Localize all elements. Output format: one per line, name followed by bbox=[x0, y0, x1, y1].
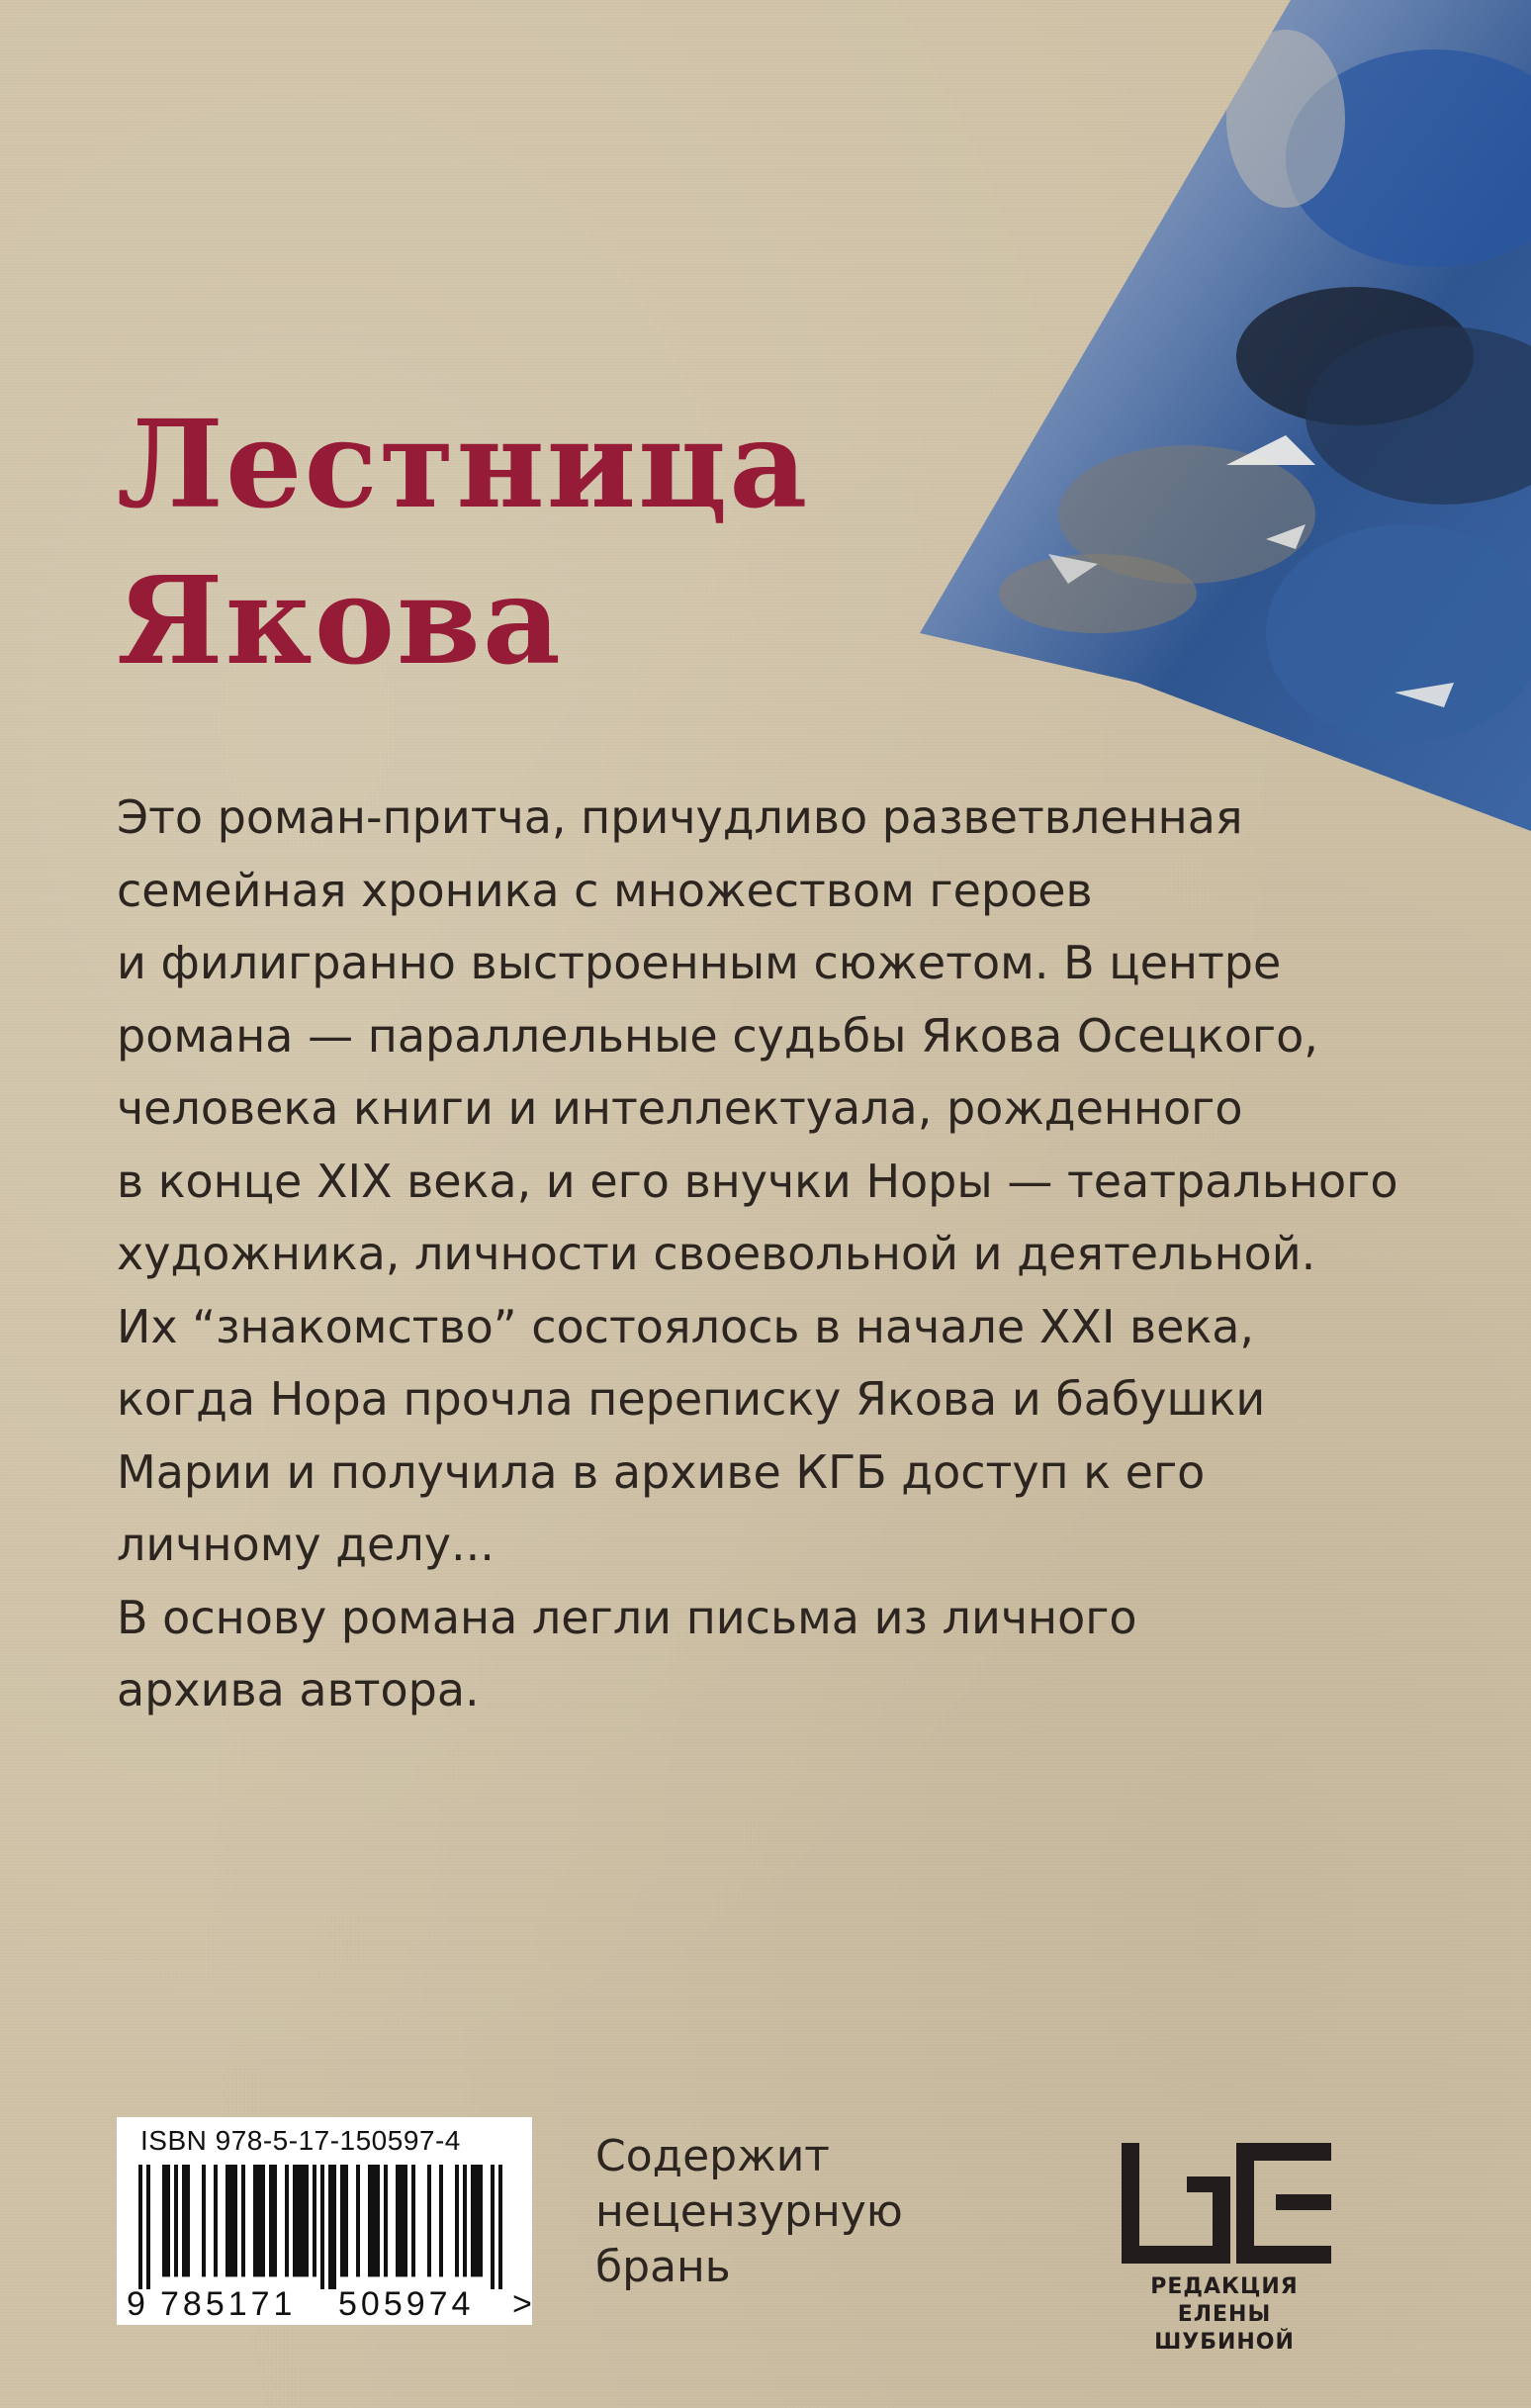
barcode-bar bbox=[229, 2165, 233, 2276]
barcode-bar bbox=[332, 2165, 336, 2289]
barcode-bar bbox=[400, 2165, 404, 2276]
description-line: человека книги и интеллектуала, рожденного bbox=[117, 1081, 1243, 1135]
barcode-bar bbox=[225, 2165, 229, 2276]
barcode-bar bbox=[411, 2165, 415, 2276]
barcode-bar bbox=[297, 2165, 301, 2276]
ean-right-group: 505974 bbox=[338, 2285, 475, 2323]
book-description bbox=[117, 782, 1398, 1727]
ean-left-group: 785171 bbox=[160, 2285, 297, 2323]
barcode-bar bbox=[305, 2165, 309, 2276]
barcode-bar bbox=[404, 2165, 407, 2276]
barcode-bar bbox=[257, 2165, 261, 2276]
barcode-bar bbox=[340, 2165, 344, 2276]
description-line: семейная хроника с множеством героев bbox=[117, 863, 1093, 917]
barcode-bar bbox=[186, 2165, 190, 2276]
barcode-bar bbox=[301, 2165, 305, 2276]
description-line: когда Нора прочла переписку Якова и бабушки bbox=[117, 1372, 1266, 1426]
barcode-bar bbox=[479, 2165, 483, 2276]
barcode-bar bbox=[471, 2165, 475, 2276]
description-line: В основу романа легли письма из личного bbox=[117, 1590, 1137, 1644]
barcode-bar bbox=[273, 2165, 277, 2276]
barcode-bar bbox=[475, 2165, 479, 2276]
barcode-bar bbox=[491, 2165, 495, 2289]
description-line: Марии и получила в архиве КГБ доступ к его bbox=[117, 1444, 1206, 1499]
barcode-bar bbox=[396, 2165, 400, 2276]
publisher-name bbox=[1106, 2273, 1343, 2357]
barcode-bar bbox=[202, 2165, 206, 2276]
barcode-bar bbox=[214, 2165, 218, 2276]
publisher-line-1: РЕДАКЦИЯ bbox=[1150, 2274, 1299, 2299]
barcode-bar bbox=[368, 2165, 372, 2276]
barcode-bar bbox=[384, 2165, 388, 2276]
barcode-bar bbox=[174, 2165, 178, 2276]
content-warning bbox=[595, 2129, 903, 2295]
barcode-bar bbox=[439, 2165, 443, 2276]
publisher-line-2: ЕЛЕНЫ ШУБИНОЙ bbox=[1154, 2302, 1295, 2355]
barcode-bar bbox=[269, 2165, 273, 2276]
description-line: Это роман-притча, причудливо разветвленная bbox=[117, 790, 1243, 844]
book-title bbox=[117, 386, 809, 698]
description-line: художника, личности своевольной и деятельной. bbox=[117, 1227, 1316, 1280]
description-line: в конце XIX века, и его внучки Норы — театрального bbox=[117, 1154, 1398, 1208]
barcode-icon bbox=[138, 2165, 514, 2289]
barcode-bar bbox=[293, 2165, 297, 2276]
warning-line-1: Содержит bbox=[595, 2131, 830, 2181]
description-line: романа — параллельные судьбы Якова Осецкого, bbox=[117, 1008, 1318, 1063]
barcode-bar bbox=[166, 2165, 170, 2276]
ean-quiet-zone-marker: > bbox=[512, 2285, 533, 2323]
ean-first-digit: 9 bbox=[127, 2285, 146, 2323]
barcode-bar bbox=[285, 2165, 289, 2276]
description-line: Их “знакомство” состоялось в начале XXI века, bbox=[117, 1299, 1255, 1353]
barcode-bar bbox=[455, 2165, 459, 2276]
barcode-bar bbox=[138, 2165, 142, 2289]
barcode-bar bbox=[344, 2165, 348, 2276]
barcode-bar bbox=[498, 2165, 502, 2289]
warning-line-3: брань bbox=[595, 2242, 731, 2292]
barcode-bar bbox=[253, 2165, 257, 2276]
title-line-2: Якова bbox=[117, 549, 563, 692]
barcode-bar bbox=[356, 2165, 360, 2276]
description-line: личному делу... bbox=[117, 1518, 495, 1571]
description-line: архива автора. bbox=[117, 1663, 480, 1716]
title-line-1: Лестница bbox=[117, 393, 810, 535]
barcode-bar bbox=[372, 2165, 376, 2276]
barcode-bar bbox=[328, 2165, 332, 2289]
barcode-bar bbox=[261, 2165, 265, 2276]
isbn-label: ISBN 978-5-17-150597-4 bbox=[140, 2125, 461, 2156]
barcode-bar bbox=[463, 2165, 467, 2276]
barcode-bar bbox=[162, 2165, 166, 2276]
barcode-box bbox=[117, 2117, 532, 2325]
barcode-bar bbox=[241, 2165, 245, 2276]
barcode-bar bbox=[427, 2165, 431, 2276]
barcode-bar bbox=[182, 2165, 186, 2276]
barcode-bar bbox=[146, 2165, 150, 2289]
barcode-bar bbox=[376, 2165, 380, 2276]
barcode-bar bbox=[320, 2165, 324, 2289]
barcode-bar bbox=[233, 2165, 237, 2276]
warning-line-2: нецензурную bbox=[595, 2186, 903, 2237]
description-line: и филигранно выстроенным сюжетом. В центре bbox=[117, 936, 1282, 989]
barcode-bar bbox=[313, 2165, 316, 2276]
